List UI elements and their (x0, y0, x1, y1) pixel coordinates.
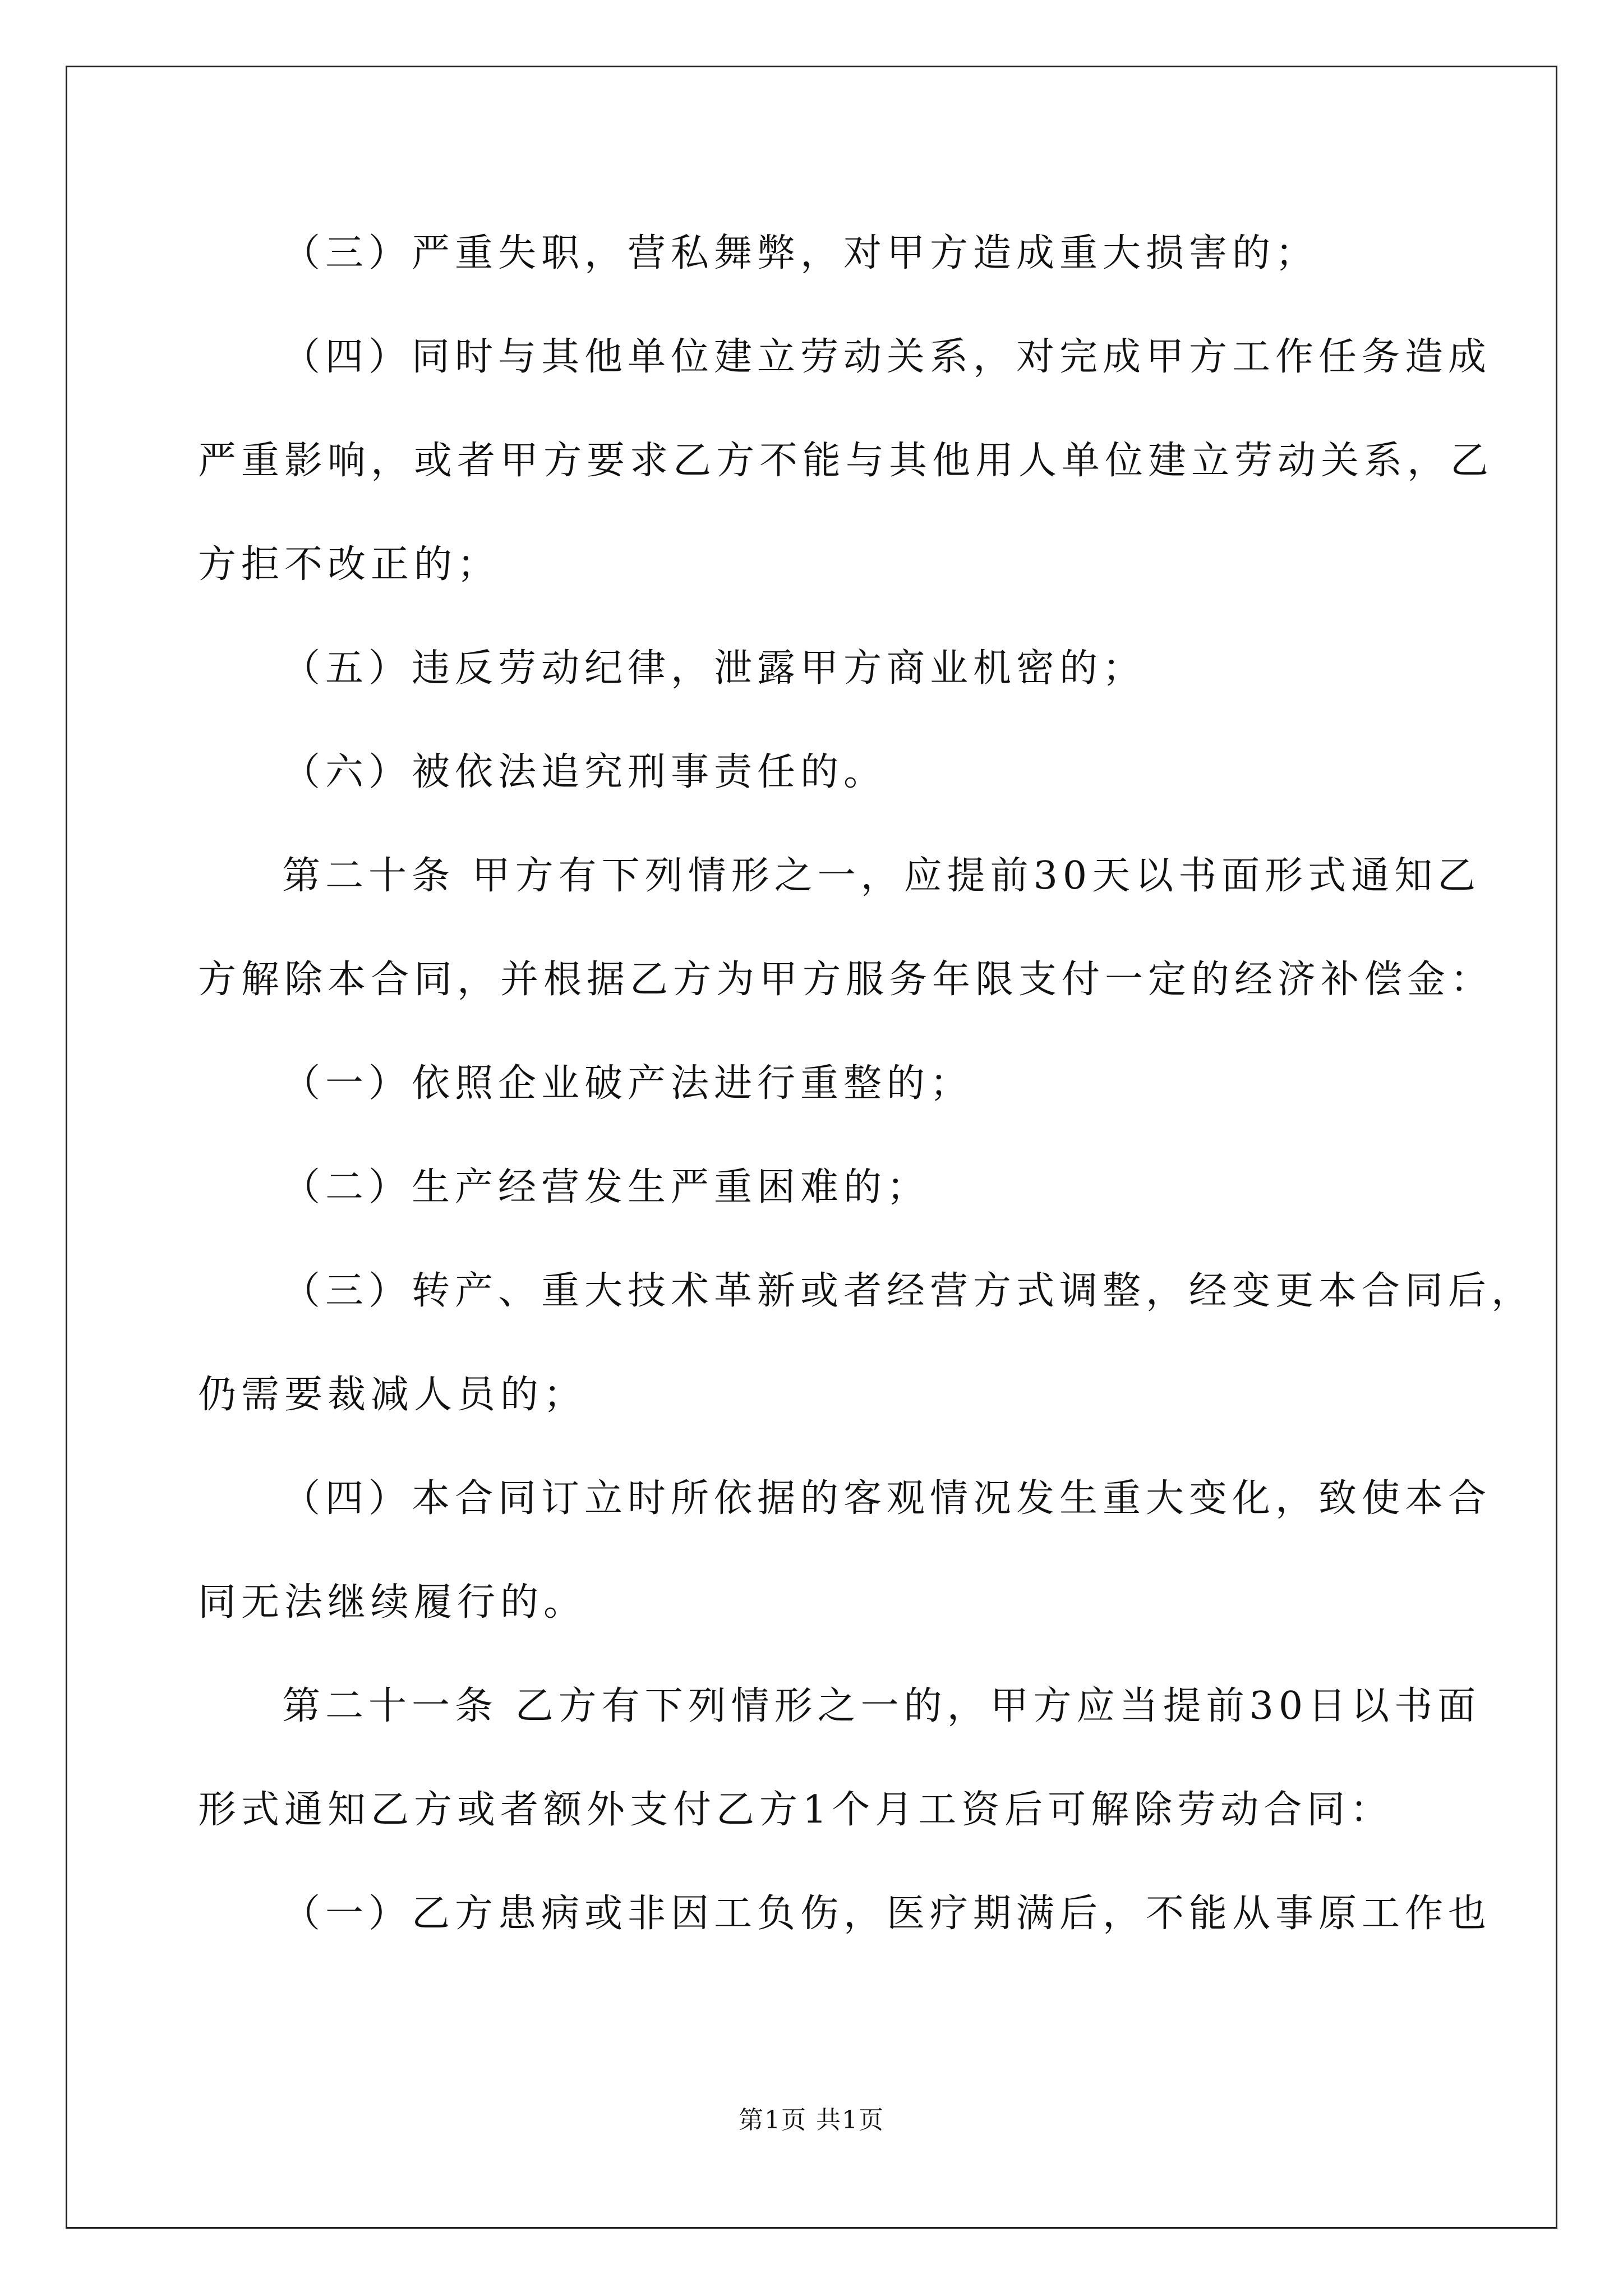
text-line: （一）乙方患病或非因工负伤，医疗期满后，不能从事原工作也 (282, 1892, 1492, 1936)
text-line: （二）生产经营发生严重困难的； (282, 1165, 930, 1209)
text-line: 形式通知乙方或者额外支付乙方1个月工资后可解除劳动合同： (198, 1788, 1394, 1832)
text-line: （三）严重失职，营私舞弊，对甲方造成重大损害的； (282, 231, 1319, 275)
text-line: （三）转产、重大技术革新或者经营方式调整，经变更本合同后， (282, 1269, 1535, 1313)
text-line: 同无法继续履行的。 (198, 1580, 587, 1625)
text-line: （四）本合同订立时所依据的客观情况发生重大变化，致使本合 (282, 1476, 1492, 1521)
text-line: （六）被依法追究刑事责任的。 (282, 750, 887, 794)
article-heading-line: 第二十一条 乙方有下列情形之一的，甲方应当提前30日以书面 (282, 1684, 1481, 1728)
text-line: 方解除本合同，并根据乙方为甲方服务年限支付一定的经济补偿金： (198, 958, 1494, 1002)
text-line: （五）违反劳动纪律，泄露甲方商业机密的； (282, 646, 1146, 691)
text-line: 严重影响，或者甲方要求乙方不能与其他用人单位建立劳动关系，乙 (198, 439, 1494, 483)
text-line: 方拒不改正的； (198, 542, 501, 587)
text-line: （四）同时与其他单位建立劳动关系，对完成甲方工作任务造成 (282, 335, 1492, 379)
text-line: 仍需要裁减人员的； (198, 1373, 587, 1417)
page-number-footer: 第1页 共1页 (739, 2106, 884, 2134)
article-heading-line: 第二十条 甲方有下列情形之一，应提前30天以书面形式通知乙 (282, 854, 1481, 898)
text-line: （一）依照企业破产法进行重整的； (282, 1061, 974, 1106)
